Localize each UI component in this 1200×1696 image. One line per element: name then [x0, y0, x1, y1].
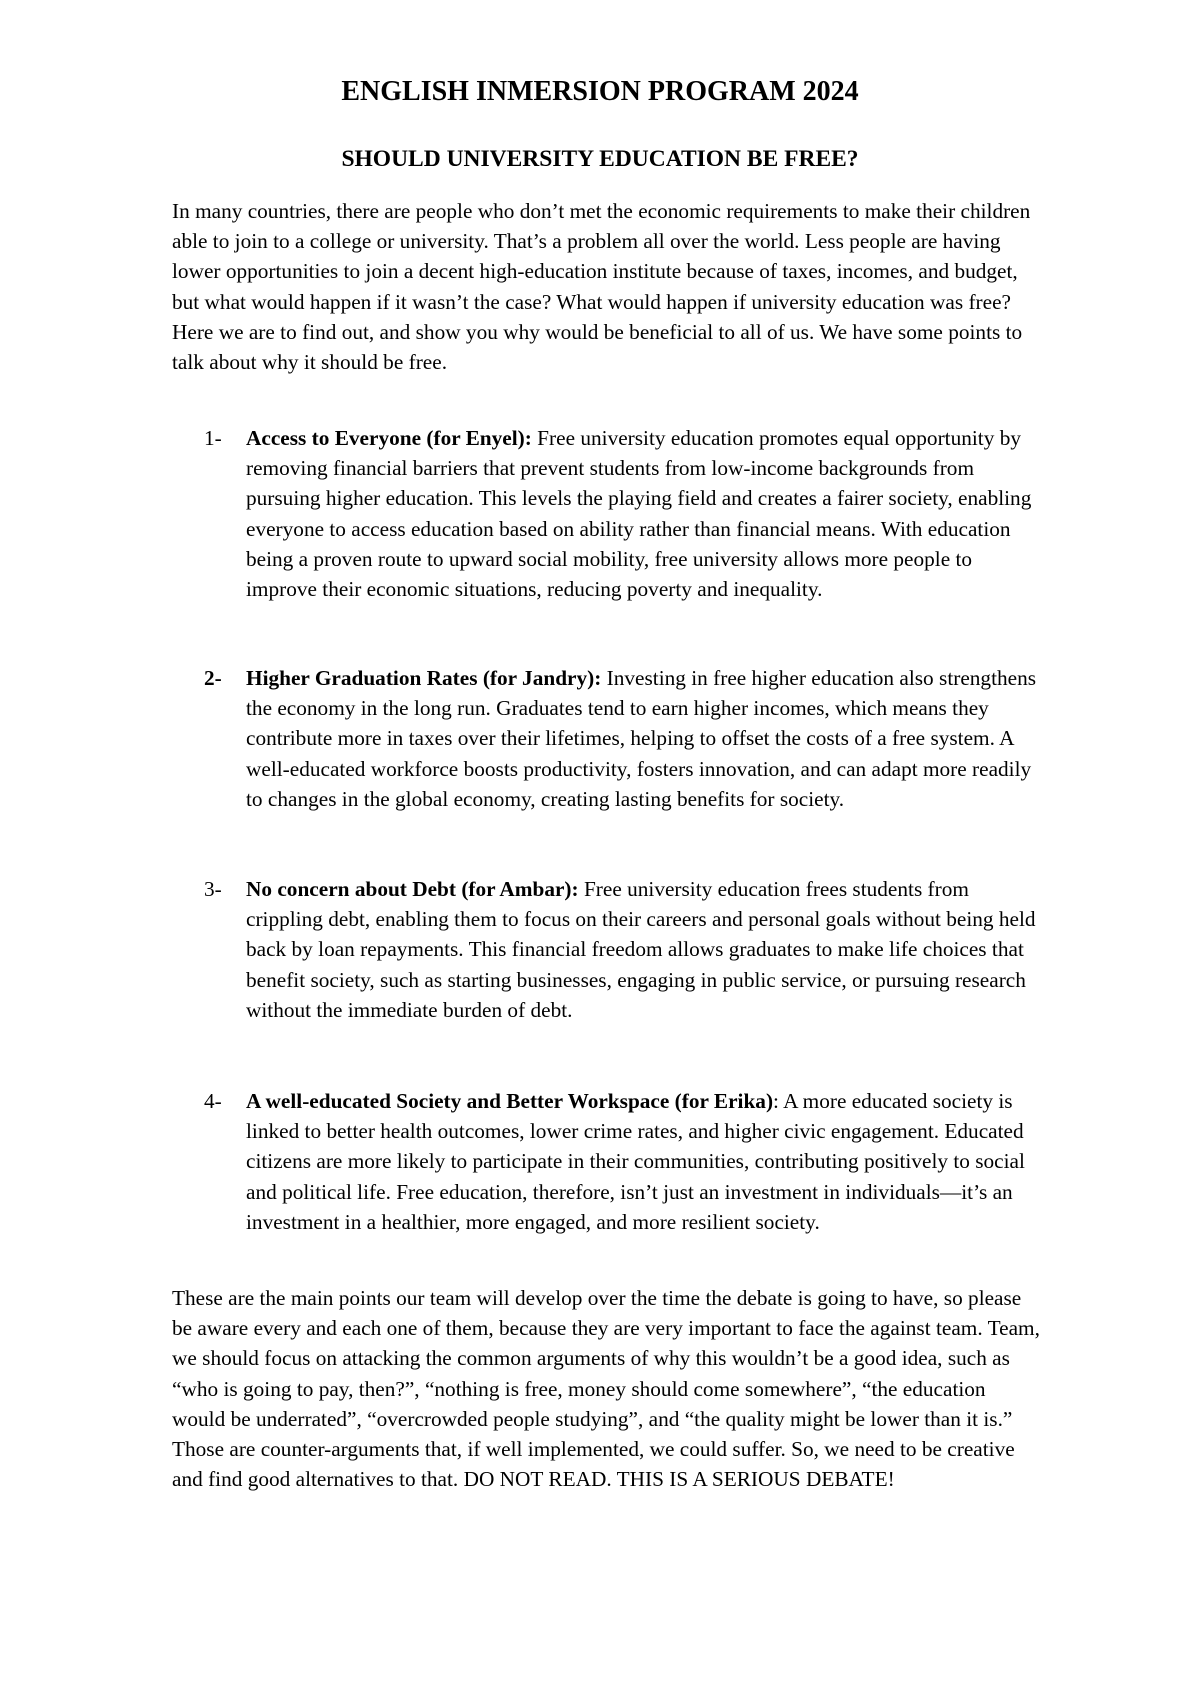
list-item-no-concern-about-debt	[204, 874, 1040, 1025]
document-title: ENGLISH INMERSION PROGRAM 2024	[341, 76, 859, 107]
list-item-heading: A well-educated Society and Better Workspace (for Erika)	[246, 1089, 774, 1113]
list-item-text: Investing in free higher education also strengthens the economy in the long run. Graduates tend to earn higher incomes, which means they contribute more in taxes over their lifetimes, helping to offset the costs of a free system. A well-educated workforce boosts productivity, fosters innovation, and can adapt more readily to changes in the global economy, creating lasting benefits for society.	[246, 666, 1037, 811]
list-item-higher-graduation-rates	[204, 663, 1040, 814]
list-item-number: 4-	[204, 1089, 222, 1113]
list-item-body	[246, 423, 1040, 604]
closing-paragraph: These are the main points our team will develop over the time the debate is going to have, so please be aware every and each one of them, because they are very important to face the against team. Team, we should focus on attacking the common arguments of why this wouldn’t be a good idea, such as “who is going to pay, then?”, “nothing is free, money should come somewhere”, “the education would be underrated”, “overcrowded people studying”, and “the quality might be lower than it is.” Those are counter-arguments that, if well implemented, we could suffer. So, we need to be creative and find good alternatives to that. DO NOT READ. THIS IS A SERIOUS DEBATE!	[172, 1286, 1040, 1492]
list-item-text: Free university education frees students from crippling debt, enabling them to focus on their careers and personal goals without being held back by loan repayments. This financial freedom allows graduates to make life choices that benefit society, such as starting businesses, engaging in public service, or pursuing research without the immediate burden of debt.	[246, 877, 1036, 1022]
list-item-text: : A more educated society is linked to better health outcomes, lower crime rates, and higher civic engagement. Educated citizens are more likely to participate in their communities, contributing positively to social and political life. Free education, therefore, isn’t just an investment in individuals—it’s an investment in a healthier, more engaged, and more resilient society.	[246, 1089, 1025, 1234]
list-item-number: 2-	[204, 666, 222, 690]
list-item-well-educated-society	[204, 1086, 1040, 1237]
document-subtitle: SHOULD UNIVERSITY EDUCATION BE FREE?	[341, 146, 859, 172]
intro-paragraph: In many countries, there are people who don’t met the economic requirements to make their children able to join to a college or university. That’s a problem all over the world. Less people are having lower opportunities to join a decent high-education institute because of taxes, incomes, and budget, but what would happen if it wasn’t the case? What would happen if university education was free? Here we are to find out, and show you why would be beneficial to all of us. We have some points to talk about why it should be free.	[172, 199, 1031, 375]
list-item-access-to-everyone	[204, 423, 1040, 604]
list-item-heading: No concern about Debt (for Ambar):	[246, 877, 579, 901]
list-item-body	[246, 663, 1040, 814]
list-item-heading: Access to Everyone (for Enyel):	[246, 426, 532, 450]
list-item-body	[246, 874, 1040, 1025]
list-item-heading: Higher Graduation Rates (for Jandry):	[246, 666, 602, 690]
list-item-number: 3-	[204, 877, 222, 901]
list-item-number: 1-	[204, 426, 222, 450]
list-item-body	[246, 1086, 1040, 1237]
list-item-text: Free university education promotes equal opportunity by removing financial barriers that prevent students from low-income backgrounds from pursuing higher education. This levels the playing field and creates a fairer society, enabling everyone to access education based on ability rather than financial means. With education being a proven route to upward social mobility, free university allows more people to improve their economic situations, reducing poverty and inequality.	[246, 426, 1032, 602]
